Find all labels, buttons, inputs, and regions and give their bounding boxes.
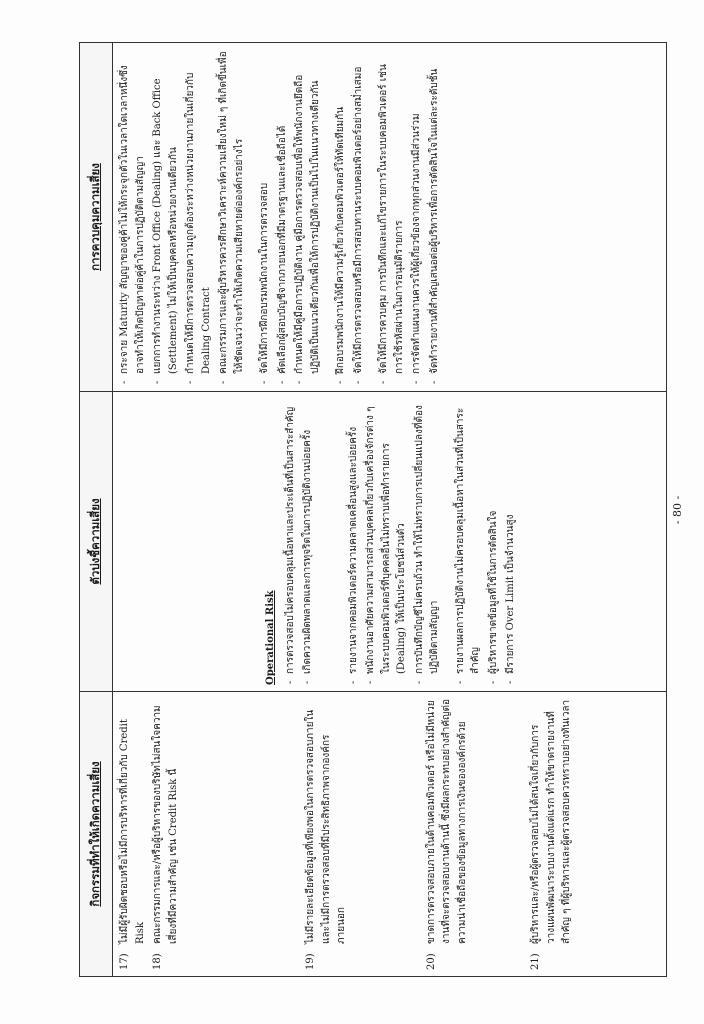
list-item: - รายงานผลการปฏิบัติงานไม่ครอบคลุมเนื้อหาในส่วนที่เป็นสาระสำคัญ <box>453 398 484 685</box>
list-item: - เกิดความผิดพลาดและการทุจริตในการปฏิบัติงานบ่อยครั้ง <box>300 398 316 685</box>
list-item: - กระจาย Maturity สัญญาของคู่ค้าไม่ให้กระจุกตัวในเวลาใดเวลาหนึ่งซึ่งอาจทำให้เกิดปัญหาต่อคู่ค้าในการปฏิบัติตามสัญญา <box>117 49 148 385</box>
list-item: - ผู้บริหารขาดข้อมูลที่ใช้ในการตัดสินใจ <box>486 398 502 685</box>
activity-item: 19) ไม่มีรายละเอียดข้อมูลที่เพียงพอในการตรวจสอบภายใน และไม่มีการตรวจสอบที่มีประสิทธิภาพจากองค์กรภายนอก <box>305 709 347 970</box>
list-item: - การจัดทำแผนงานควรให้ผู้เกี่ยวข้องจากทุกส่วนงานมีส่วนร่วม <box>409 49 425 385</box>
list-item: - กำหนดให้มีการตรวจสอบความถูกต้องระหว่างหน่วยงานภายในเกี่ยวกับ Dealing Contract <box>183 49 214 385</box>
activity-item: 18) คณะกรรมการและ/หรือผู้บริหารของบริษัทไม่สนใจความเสี่ยงที่มีความสำคัญ เช่น Credit Risk นี้ <box>152 705 179 970</box>
header-indicator: ตัวบ่งชี้ความเสี่ยง <box>80 392 113 692</box>
list-item: - พนักงานอาศัยความสามารถส่วนบุคคลเกี่ยวกับเครื่องจักรต่าง ๆ ในระบบคอมพิวเตอร์ที่บุคคลอื่นไม่ทราบเพื่อทำรายการ (Dealing) ให้เป็นประโยชน์ส่วนตัว <box>363 398 410 685</box>
list-item: - กำหนดให้มีคู่มือการปฏิบัติงาน คู่มือการตรวจสอบเพื่อให้พนักงานยึดถือปฏิบัติเป็นแนวเดียวกันเพื่อให้การปฏิบัติงานเป็นไปในแนวทางเดียวกัน <box>292 49 323 385</box>
table-body-row <box>113 43 667 977</box>
list-item: - มีรายการ Over Limit เป็นจำนวนสูง <box>503 398 519 685</box>
indicator-list <box>346 398 443 685</box>
activity-item: 21) ผู้บริหารและ/หรือผู้ตรวจสอบไม่ได้สนใจเกี่ยวกับการวางแผนพัฒนาระบบงานตั้งแต่แรก ทำให้ขาดรายงานที่สำคัญ ๆ ที่ผู้บริหารและผู้ตรวจสอบควรทราบอย่างทันเวลา <box>530 699 572 970</box>
activity-item: 17) ไม่มีผู้รับผิดชอบหรือไม่มีการบริหารที่เกี่ยวกับ Credit Risk <box>119 719 146 970</box>
list-item: - ฝึกอบรมพนักงานให้มีความรู้เกี่ยวกับคอมพิวเตอร์ให้ทัดเทียมกัน <box>333 49 349 385</box>
rotated-landscape-content <box>79 43 693 977</box>
risk-control-table <box>79 42 667 977</box>
list-item: - คณะกรรมการและผู้บริหารควรศึกษาวิเคราะห์ความเสี่ยงใหม่ ๆ ที่เกิดขึ้นเพื่อให้ชัดเจนว่าจะทำให้เกิดความเสียหายต่อองค์กรอย่างไร <box>216 49 247 385</box>
header-activity: กิจกรรมที่ทำให้เกิดความเสี่ยง <box>80 692 113 977</box>
control-list <box>333 49 366 385</box>
control-list <box>257 49 323 385</box>
page-number: - 80 - <box>671 495 684 525</box>
list-item: - จัดให้มีการควบคุม การบันทึกและแก้ไขรายการในระบบคอมพิวเตอร์ เช่น การใช้รหัสผ่านในการอนุมัติรายการ <box>376 49 407 385</box>
list-item: - จัดให้มีการฝึกอบรมพนักงานในการตรวจสอบ <box>257 49 273 385</box>
control-column <box>113 43 667 392</box>
activity-column <box>113 692 667 977</box>
list-item: - คัดเลือกผู้สอบบัญชีจากภายนอกที่มีมาตรฐานและเชื่อถือได้ <box>275 49 291 385</box>
list-item: - รายงานจากคอมพิวเตอร์ความคลาดเคลื่อนสูงและบ่อยครั้ง <box>346 398 362 685</box>
list-item: - แยกการทำงานระหว่าง Front Office (Dealing) และ Back Office (Settlement) ไม่ให้เป็นบุคคลหรือหน่วยงานเดียวกัน <box>150 49 181 385</box>
control-list <box>376 49 442 385</box>
indicator-list <box>283 398 316 685</box>
list-item: - การตรวจสอบไม่ครอบคลุมเนื้อหาและประเด็นที่เป็นสาระสำคัญ <box>283 398 299 685</box>
control-list <box>117 49 247 385</box>
list-item: - จัดให้มีการตรวจสอบหรือมีการสอบทานระบบคอมพิวเตอร์อย่างสม่ำเสมอ <box>351 49 367 385</box>
indicator-column <box>113 392 667 692</box>
activity-item: 20) ขาดการตรวจสอบภายในด้านคอมพิวเตอร์ หรือไม่มีหน่วยงานที่จะตรวจสอบงานด้านนี้ ซึ่งมีผลกระทบอย่างสำคัญต่อความน่าเชื่อถือของข้อมูลทางการเงินขององค์กรด้วย <box>425 698 468 970</box>
list-item: - จัดทำรายงานที่สำคัญเสนอต่อผู้บริหารเพื่อการตัดสินใจในแต่ละระดับชั้น <box>427 49 443 385</box>
indicator-list <box>453 398 519 685</box>
header-control: การควบคุมความเสี่ยง <box>80 43 113 392</box>
section-title: Operational Risk <box>265 590 276 685</box>
list-item: - การบันทึกบัญชีไม่ครบถ้วน ทำให้ไม่ทราบการเปลี่ยนแปลงที่ต้องปฏิบัติตามสัญญา <box>412 398 443 685</box>
table-header-row <box>80 43 113 977</box>
